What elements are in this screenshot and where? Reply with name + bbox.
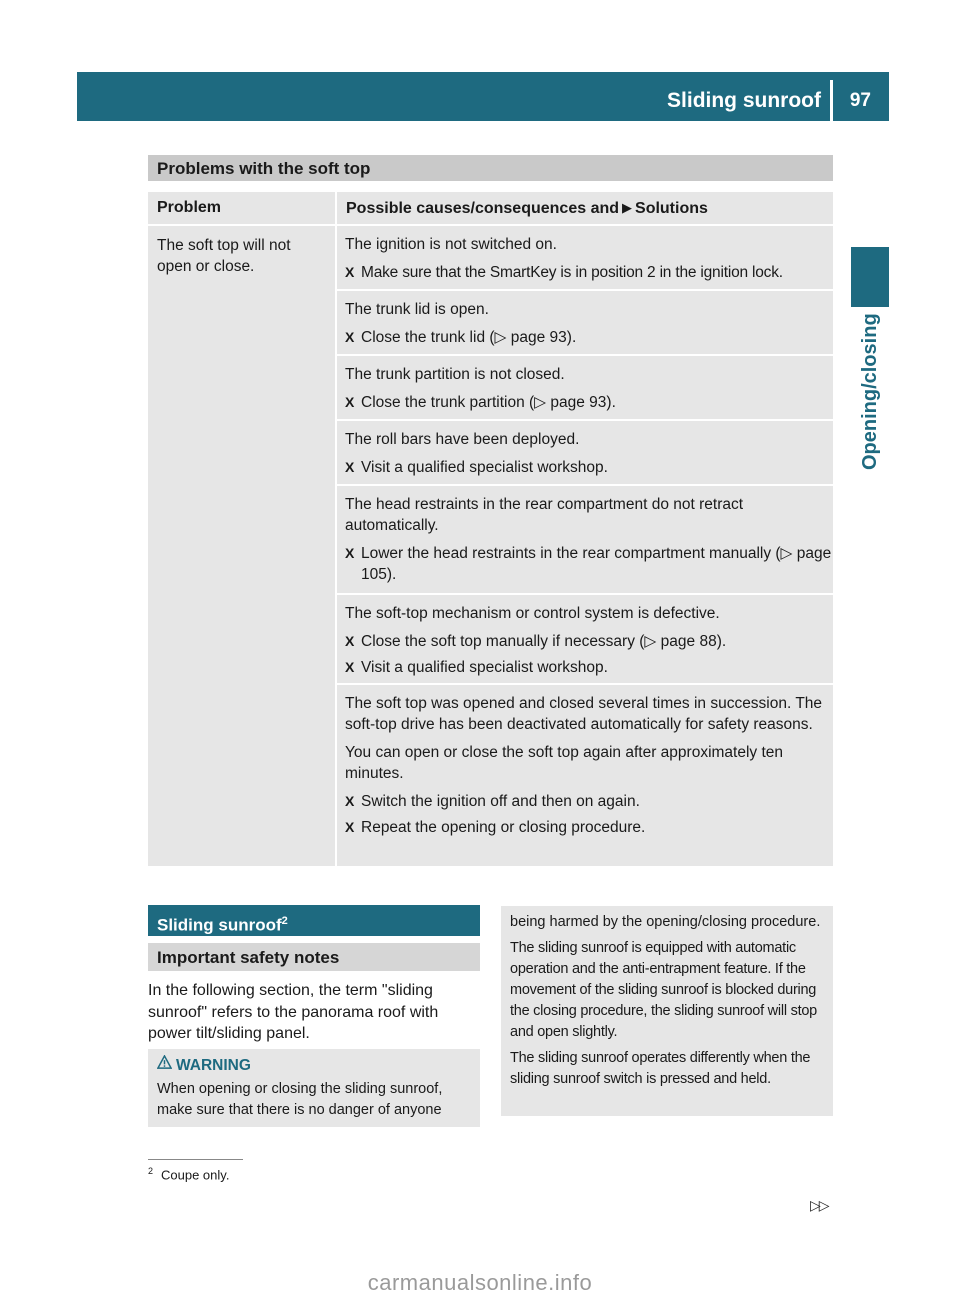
- header-separator: [830, 80, 833, 121]
- warning-box: [148, 1049, 480, 1127]
- warning-heading: WARNING: [157, 1055, 471, 1076]
- solution-step: X Close the trunk partition (▷ page 93).: [345, 394, 616, 411]
- step-marker-icon: X: [345, 633, 355, 649]
- warning-continued-text: The sliding sunroof operates differently when the sliding sunroof switch is pressed and held.: [510, 1050, 811, 1087]
- warning-triangle-icon: [157, 1055, 172, 1076]
- cause-text-secondary: You can open or close the soft top again after approximately ten minutes.: [345, 744, 784, 782]
- cause-text: The roll bars have been deployed.: [345, 431, 580, 448]
- column-header-problem: Problem: [148, 192, 335, 224]
- footnote-divider: [148, 1159, 243, 1160]
- page-header: [77, 72, 889, 121]
- step-marker-icon: X: [345, 329, 355, 345]
- step-marker-icon: X: [345, 659, 355, 675]
- warning-text: When opening or closing the sliding sunroof, make sure that there is no danger of anyone: [157, 1081, 443, 1118]
- step-marker-icon: X: [345, 394, 355, 410]
- column-header-causes: [337, 192, 833, 224]
- page-number: 97: [849, 90, 871, 111]
- cause-text: The ignition is not switched on.: [345, 236, 557, 253]
- solution-step: X Close the trunk lid (▷ page 93).: [345, 329, 577, 346]
- footnote-ref: 2: [281, 915, 288, 927]
- solution-step: X Make sure that the SmartKey is in position 2 in the ignition lock.: [345, 264, 783, 281]
- cause-row: [337, 421, 833, 484]
- step-marker-icon: X: [345, 793, 355, 809]
- table-title: Problems with the soft top: [148, 155, 833, 181]
- step-marker-icon: X: [345, 545, 355, 561]
- cause-text: The head restraints in the rear compartment do not retract automatically.: [345, 496, 744, 534]
- warning-continued-box: [501, 906, 833, 1116]
- header-section-title: Sliding sunroof: [667, 89, 821, 112]
- cause-text: The soft top was opened and closed several times in succession. The soft-top drive has been deactivated automatically for safety reasons.: [345, 695, 823, 733]
- intro-paragraph: In the following section, the term "sliding sunroof" refers to the panorama roof with power tilt/sliding panel.: [148, 982, 439, 1042]
- solution-step: X Close the soft top manually if necessary (▷ page 88).: [345, 633, 727, 650]
- cause-text: The trunk partition is not closed.: [345, 366, 565, 383]
- column-header-causes-text: Possible causes/consequences and: [346, 200, 620, 217]
- column-header-solutions-text: Solutions: [635, 200, 708, 217]
- solution-step: X Repeat the opening or closing procedure.: [345, 819, 646, 836]
- cause-row: [337, 595, 833, 683]
- cause-row: [337, 356, 833, 419]
- step-marker-icon: X: [345, 264, 355, 280]
- step-marker-icon: X: [345, 459, 355, 475]
- warning-continued-text: The sliding sunroof is equipped with automatic operation and the anti-entrapment feature. If the movement of the sliding sunroof is blocked during the closing procedure, the sliding sunroof will stop and open slightly.: [510, 940, 817, 1040]
- cause-text: The trunk lid is open.: [345, 301, 489, 318]
- solution-step: X Visit a qualified specialist workshop.: [345, 659, 608, 676]
- solution-step: X Switch the ignition off and then on again.: [345, 793, 640, 810]
- solution-step: X Visit a qualified specialist workshop.: [345, 459, 608, 476]
- footnote: $^2$ Coupe only.: [148, 1166, 230, 1183]
- arrow-right-icon: ▶: [622, 200, 633, 215]
- solution-step: X Lower the head restraints in the rear compartment manually (▷ page 105).: [345, 545, 832, 583]
- subsection-title: Important safety notes: [148, 943, 480, 971]
- continue-arrows-icon: ▷▷: [810, 1197, 828, 1213]
- step-marker-icon: X: [345, 819, 355, 835]
- section-title: Sliding sunroof$^2$: [148, 905, 480, 936]
- cause-row: [337, 685, 833, 866]
- watermark: carmanualsonline.info: [367, 1270, 593, 1295]
- side-tab-marker: [851, 247, 889, 307]
- cause-row: [337, 291, 833, 354]
- side-tab-label: Opening/closing: [859, 313, 881, 470]
- cause-row: [337, 486, 833, 593]
- warning-continued-text: being harmed by the opening/closing procedure.: [510, 914, 821, 930]
- cause-row: [337, 226, 833, 289]
- problem-cell: The soft top will not open or close.: [148, 226, 335, 866]
- cause-text: The soft-top mechanism or control system is defective.: [345, 605, 720, 622]
